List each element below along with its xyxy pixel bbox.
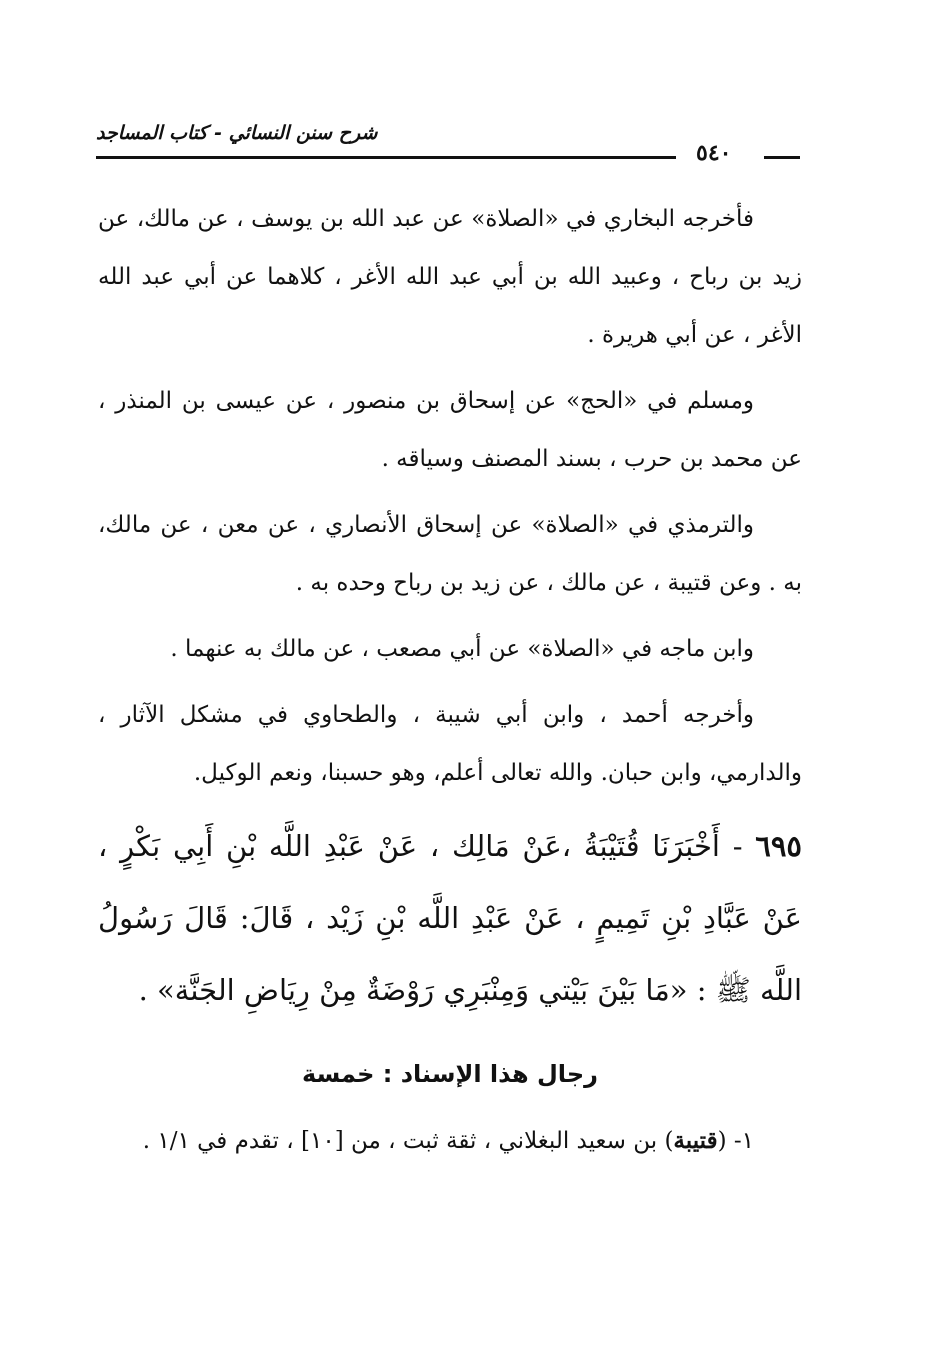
paragraph-ibn-majah: وابن ماجه في «الصلاة» عن أبي مصعب ، عن مالك به عنهما . [170, 636, 754, 662]
hadith-number: ٦٩٥ [755, 829, 803, 863]
section-heading: رجال هذا الإسناد : خمسة [302, 1060, 598, 1088]
header-rule-short [764, 156, 800, 159]
header-rule [96, 156, 676, 159]
hadith-text-block [98, 810, 802, 1026]
narrator-prefix: ١- ( [717, 1128, 754, 1154]
paragraph-bukhari: فأخرجه البخاري في «الصلاة» عن عبد الله بن يوسف ، عن مالك، عن زيد بن رباح ، وعبيد الله بن أبي عبد الله الأغر ، كلاهما عن أبي عبد الله الأغر ، عن أبي هريرة . [98, 206, 802, 348]
running-header-title: شرح سنن النسائي - كتاب المساجد [96, 122, 378, 144]
narrator-details: ) بن سعيد البغلاني ، ثقة ثبت ، من [١٠] ، تقدم في ١/١ . [142, 1128, 674, 1154]
paragraph-tirmidhi: والترمذي في «الصلاة» عن إسحاق الأنصاري ، عن معن ، عن مالك، به . وعن قتيبة ، عن مالك ، عن زيد بن رباح وحده به . [98, 512, 802, 596]
page-body [98, 190, 802, 1170]
narrator-entry [98, 1112, 802, 1170]
paragraph-muslim: ومسلم في «الحج» عن إسحاق بن منصور ، عن عيسى بن المنذر ، عن محمد بن حرب ، بسند المصنف وسياقه . [98, 388, 802, 472]
narrator-name: قتيبة [673, 1127, 718, 1154]
paragraph-ahmad: وأخرجه أحمد ، وابن أبي شيبة ، والطحاوي في مشكل الآثار ، والدارمي، وابن حبان. والله تعالى أعلم، وهو حسبنا، ونعم الوكيل. [98, 702, 802, 786]
running-header [96, 118, 800, 164]
hadith-text: - أَخْبَرَنَا قُتَيْبَةُ ،عَنْ مَالِك ، عَنْ عَبْدِ اللَّه بْنِ أَبِي بَكْرٍ ، عَنْ عَبَّادِ بْنِ تَمِيمٍ ، عَنْ عَبْدِ اللَّه بْنِ زَيْد ، قَالَ: قَالَ رَسُولُ اللَّه ﷺ : «مَا بَيْنَ بَيْتي وَمِنْبَرِي رَوْضَةٌ مِنْ رِيَاضِ الجَنَّة» . [98, 829, 802, 1007]
page-number: ٥٤٠ [696, 140, 732, 166]
